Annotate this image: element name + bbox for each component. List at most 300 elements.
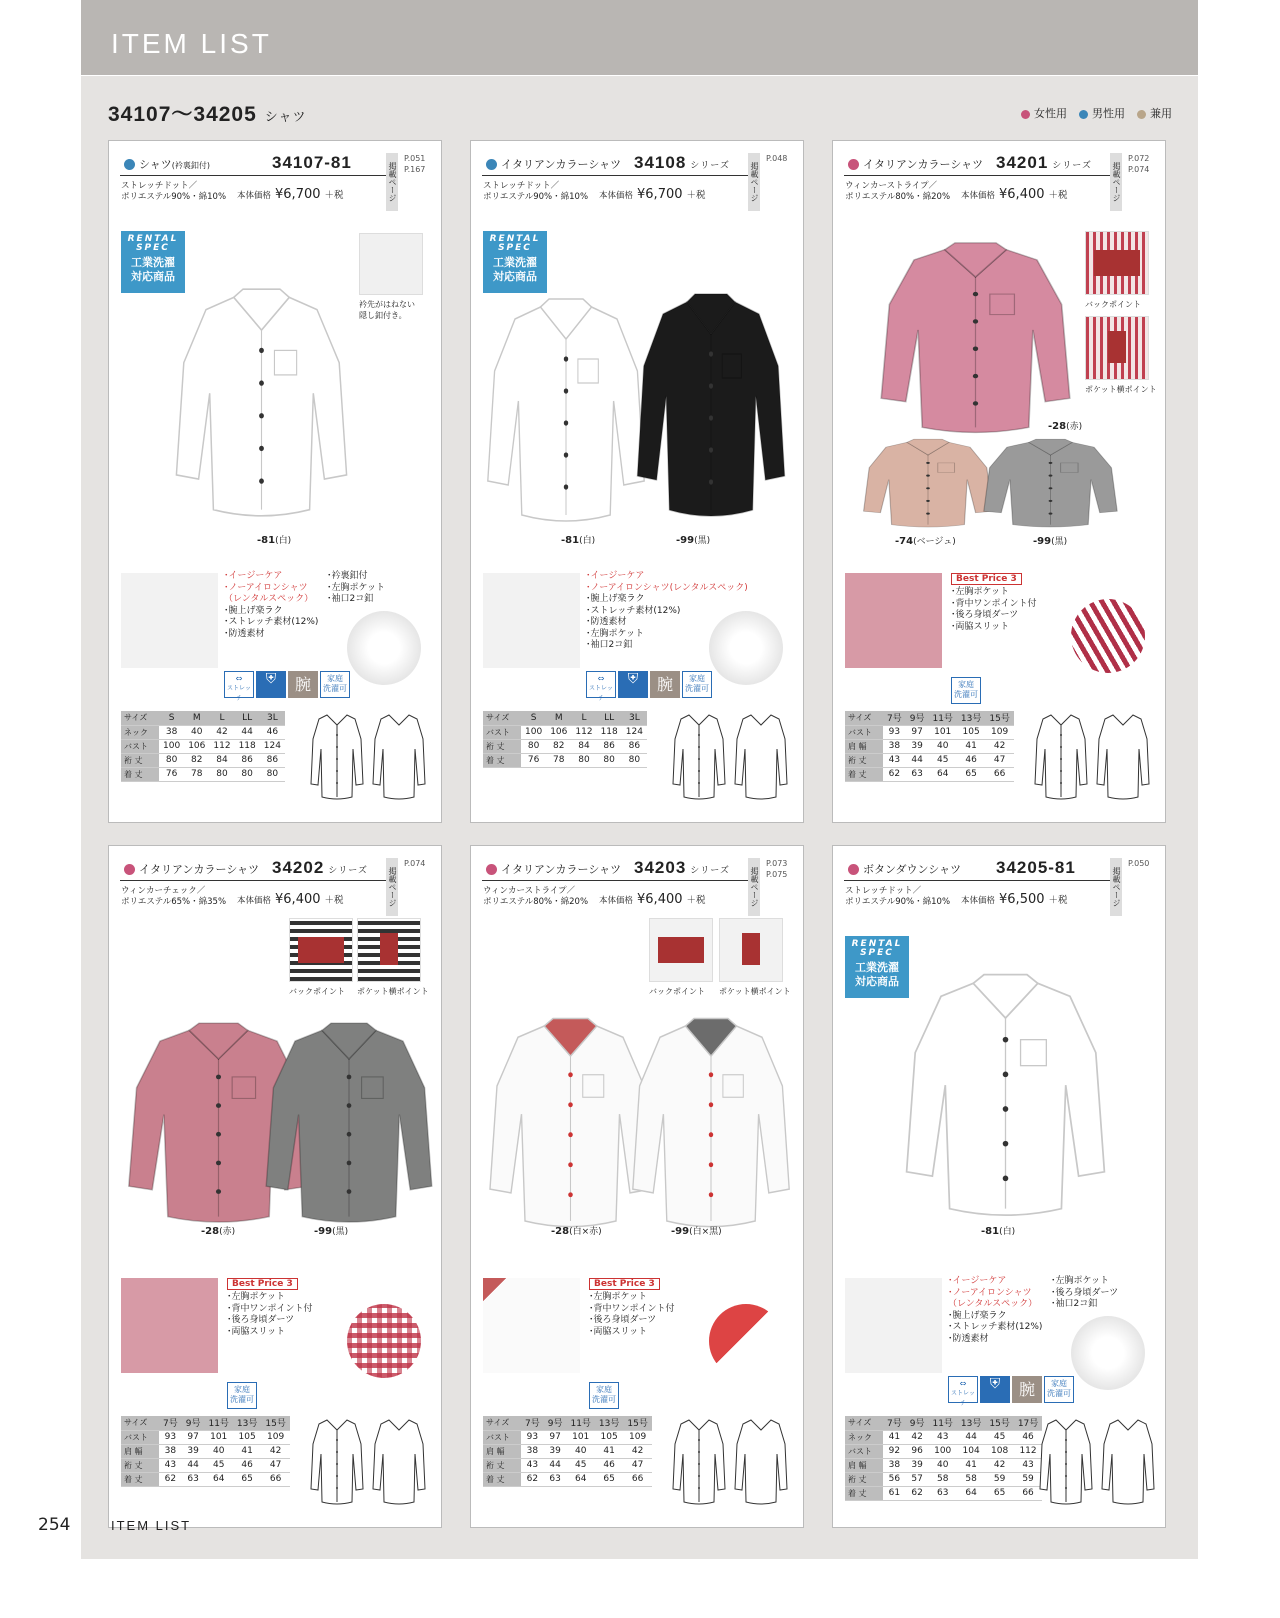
size-cell: 38: [883, 1458, 906, 1472]
size-row-label: 肩 幅: [845, 739, 883, 753]
product-code-value: 34203: [634, 858, 687, 877]
price-value: ¥6,700: [637, 187, 683, 202]
tax-label: ＋税: [1048, 895, 1068, 906]
size-cell: 109: [261, 1430, 289, 1444]
size-cell: 66: [1014, 1486, 1042, 1500]
color-code: -28: [201, 1226, 220, 1237]
feature-list-items: ･腕上げ楽ラク ･ストレッチ素材(12%) ･防透素材: [224, 605, 319, 639]
color-caption: [201, 1224, 235, 1237]
arm-ease-icon[interactable]: [650, 671, 680, 698]
fabric-info: ストレッチドット／ ポリエステル90%・綿10%: [121, 181, 227, 202]
size-row: [845, 1458, 1042, 1472]
size-cell: 124: [622, 725, 647, 739]
card-header: [844, 858, 1119, 881]
size-header-cell: 9号: [906, 1416, 929, 1430]
industrial-wash-label: 工業洗濯: [493, 256, 537, 269]
rental-label: RENTAL: [489, 234, 541, 244]
size-cell: 47: [623, 1458, 651, 1472]
size-row: [121, 767, 285, 781]
size-cell: 84: [571, 739, 596, 753]
size-cell: 47: [985, 753, 1013, 767]
size-row: [845, 767, 1014, 781]
size-cell: 64: [566, 1472, 594, 1486]
size-header-cell: サイズ: [845, 711, 883, 725]
section-category: シャツ: [264, 109, 307, 124]
size-cell: 80: [571, 753, 596, 767]
spec-label: SPEC: [860, 948, 894, 958]
home-wash-label-1: 家庭: [958, 680, 974, 689]
product-name-main: イタリアンカラーシャツ: [501, 158, 622, 171]
size-header-cell: 15号: [985, 711, 1013, 725]
series-label: シリーズ: [328, 865, 368, 875]
size-header-cell: 17号: [1014, 1416, 1042, 1430]
size-header-cell: 11号: [566, 1416, 594, 1430]
home-wash-icon[interactable]: [227, 1382, 257, 1409]
back-point-photo: [649, 918, 713, 982]
collar-closeup-photo: [121, 1278, 218, 1373]
stretch-icon[interactable]: [948, 1376, 978, 1407]
color-caption: [676, 533, 710, 546]
size-header-cell: サイズ: [483, 711, 521, 725]
size-cell: 65: [985, 1486, 1013, 1500]
pocket-point-caption: ポケット横ポイント: [1085, 385, 1157, 394]
best-price-badge: Best Price 3: [589, 1278, 660, 1290]
pocket-point-caption: ポケット横ポイント: [357, 987, 429, 996]
size-cell: 63: [906, 767, 929, 781]
size-row-label: 裄 丈: [121, 1458, 159, 1472]
label-tag-icon: [658, 937, 704, 963]
product-code: [996, 858, 1080, 878]
color-caption: [671, 1224, 722, 1237]
arm-ease-label: 腕: [294, 675, 311, 694]
collar-caption: 衿先がはねない 隠し釦付き。: [359, 300, 415, 320]
price: [237, 892, 344, 907]
technical-drawing: [309, 1414, 429, 1513]
price-prefix: 本体価格: [599, 191, 634, 201]
home-wash-icon[interactable]: [320, 671, 350, 698]
home-wash-icon[interactable]: [682, 671, 712, 698]
price: [961, 187, 1068, 202]
size-cell: 58: [928, 1472, 956, 1486]
size-cell: 43: [883, 753, 906, 767]
size-cell: 97: [906, 725, 929, 739]
gender-dot-icon: [486, 159, 497, 170]
size-cell: 59: [1014, 1472, 1042, 1486]
collar-closeup-photo: [483, 1278, 580, 1373]
size-row-label: 裄 丈: [845, 1472, 883, 1486]
product-name-main: イタリアンカラーシャツ: [863, 158, 984, 171]
size-row: [845, 725, 1014, 739]
home-wash-label-2: 洗濯可: [323, 684, 347, 693]
fabric-swatch: [1071, 599, 1145, 673]
fabric-swatch: [347, 611, 421, 685]
size-header-row: [845, 1416, 1042, 1430]
price-prefix: 本体価格: [961, 191, 996, 201]
size-row-label: バスト: [483, 725, 521, 739]
size-cell: 40: [928, 1458, 956, 1472]
color-code: -99: [1033, 536, 1052, 547]
product-code: [634, 153, 730, 173]
size-cell: 44: [957, 1430, 985, 1444]
size-header-cell: 11号: [204, 1416, 232, 1430]
size-row-label: 着 丈: [121, 767, 159, 781]
size-row-label: 着 丈: [121, 1472, 159, 1486]
back-point-caption: バックポイント: [649, 987, 705, 996]
best-price-badge: Best Price 3: [951, 573, 1022, 585]
size-cell: 66: [261, 1472, 289, 1486]
size-cell: 44: [235, 725, 260, 739]
product-card-34108: [470, 140, 804, 823]
header-bar: [81, 0, 1198, 75]
color-code: -99: [676, 535, 695, 546]
size-row: [483, 739, 647, 753]
size-row: [121, 725, 285, 739]
page-references: P.048: [766, 154, 788, 163]
size-cell: 80: [597, 753, 622, 767]
feature-list-items: ･左胸ポケット ･背中ワンポイント付 ･後ろ身頃ダーツ ･両脇スリット: [951, 587, 1037, 632]
size-cell: 109: [623, 1430, 651, 1444]
size-cell: 43: [928, 1430, 956, 1444]
size-cell: 82: [546, 739, 571, 753]
size-cell: 66: [623, 1472, 651, 1486]
home-wash-icon[interactable]: [589, 1382, 619, 1409]
page-number: 254: [38, 1515, 71, 1535]
size-cell: 84: [209, 753, 234, 767]
card-header: [120, 153, 395, 176]
feature-list: [224, 571, 318, 640]
spec-label: SPEC: [498, 243, 532, 253]
size-cell: 62: [159, 1472, 182, 1486]
size-cell: 45: [928, 753, 956, 767]
rental-spec-badge: [483, 231, 547, 293]
size-cell: 80: [209, 767, 234, 781]
size-cell: 44: [544, 1458, 567, 1472]
size-cell: 65: [595, 1472, 623, 1486]
header-title: ITEM LIST: [111, 28, 272, 59]
color-caption: [895, 534, 956, 547]
size-header-cell: 7号: [159, 1416, 182, 1430]
size-cell: 118: [597, 725, 622, 739]
feature-list: [589, 1292, 675, 1338]
product-code: [634, 858, 730, 878]
size-cell: 43: [1014, 1458, 1042, 1472]
fabric-info: ストレッチドット／ ポリエステル90%・綿10%: [845, 886, 951, 907]
size-cell: 46: [595, 1458, 623, 1472]
arm-ease-label: 腕: [1018, 1380, 1035, 1399]
size-table: [845, 711, 1014, 782]
size-row-label: 裄 丈: [483, 1458, 521, 1472]
color-label: (白×赤): [569, 1227, 602, 1237]
stretch-label: ストレッチ: [227, 685, 251, 702]
size-cell: 58: [957, 1472, 985, 1486]
size-row: [845, 1430, 1042, 1444]
section-range: 34107～34205: [108, 103, 257, 126]
size-header-cell: LL: [235, 711, 260, 725]
size-cell: 86: [235, 753, 260, 767]
size-row-label: 着 丈: [845, 1486, 883, 1500]
size-cell: 112: [209, 739, 234, 753]
size-cell: 86: [622, 739, 647, 753]
price-prefix: 本体価格: [599, 896, 634, 906]
feature-list-items: ･腕上げ楽ラク ･ストレッチ素材(12%) ･防透素材: [948, 1310, 1043, 1344]
product-name: [139, 861, 259, 877]
product-name: [863, 156, 983, 172]
size-table: [483, 1416, 652, 1487]
size-cell: 78: [546, 753, 571, 767]
vertical-label: 掲載ページ: [748, 153, 760, 211]
price-value: ¥6,500: [999, 892, 1045, 907]
color-caption: [1048, 419, 1082, 432]
size-cell: 80: [622, 753, 647, 767]
technical-drawing: [1033, 709, 1153, 808]
size-row-label: 肩 幅: [121, 1444, 159, 1458]
size-row: [845, 1486, 1042, 1500]
size-header-cell: 11号: [928, 711, 956, 725]
product-label: 対応商品: [855, 975, 899, 988]
size-cell: 109: [985, 725, 1013, 739]
label-tag-icon: [380, 933, 398, 965]
color-caption: [314, 1224, 348, 1237]
pocket-point-photo: [719, 918, 783, 982]
home-wash-icon[interactable]: [951, 677, 981, 704]
home-wash-label-1: 家庭: [327, 674, 343, 683]
size-cell: 38: [159, 725, 184, 739]
size-header-cell: サイズ: [483, 1416, 521, 1430]
size-cell: 93: [521, 1430, 544, 1444]
size-cell: 112: [571, 725, 596, 739]
size-header-cell: 13号: [957, 711, 985, 725]
product-code-value: 34201: [996, 153, 1049, 172]
size-cell: 63: [544, 1472, 567, 1486]
fabric-info: ウィンカーチェック／ ポリエステル65%・綿35%: [121, 886, 227, 907]
color-code: -81: [981, 1226, 1000, 1237]
fabric-swatch: [709, 1304, 783, 1378]
see-through-block-icon[interactable]: ⛨: [980, 1376, 1010, 1403]
size-cell: 101: [928, 725, 956, 739]
size-header-cell: LL: [597, 711, 622, 725]
size-table: [121, 1416, 290, 1487]
size-cell: 59: [985, 1472, 1013, 1486]
size-row-label: バスト: [121, 739, 159, 753]
size-cell: 47: [261, 1458, 289, 1472]
size-row: [483, 1444, 652, 1458]
pocket-point-caption: ポケット横ポイント: [719, 987, 791, 996]
see-through-block-icon[interactable]: ⛨: [256, 671, 286, 698]
product-name: [863, 861, 961, 877]
rental-label: RENTAL: [851, 939, 903, 949]
size-row: [121, 1472, 290, 1486]
size-cell: 124: [260, 739, 285, 753]
color-caption: [257, 533, 291, 546]
female-dot-icon: [1021, 110, 1030, 119]
size-header-cell: 15号: [623, 1416, 651, 1430]
size-cell: 45: [985, 1430, 1013, 1444]
size-header-cell: 9号: [906, 711, 929, 725]
size-cell: 62: [883, 767, 906, 781]
size-cell: 101: [204, 1430, 232, 1444]
size-cell: 46: [260, 725, 285, 739]
size-cell: 38: [883, 739, 906, 753]
collar-closeup-photo: [483, 573, 580, 668]
size-cell: 39: [182, 1444, 205, 1458]
size-cell: 42: [261, 1444, 289, 1458]
price-prefix: 本体価格: [961, 896, 996, 906]
fabric-swatch: [1071, 1316, 1145, 1390]
product-name: [501, 861, 621, 877]
home-wash-label-2: 洗濯可: [954, 690, 978, 699]
feature-list: [227, 1292, 313, 1338]
size-header-cell: 7号: [883, 1416, 906, 1430]
gender-dot-icon: [848, 159, 859, 170]
size-cell: 43: [521, 1458, 544, 1472]
price-value: ¥6,400: [275, 892, 321, 907]
product-name-main: シャツ: [139, 158, 172, 171]
legend-female: 女性用: [1021, 105, 1067, 121]
size-cell: 42: [985, 1458, 1013, 1472]
size-cell: 96: [906, 1444, 929, 1458]
home-wash-label-2: 洗濯可: [592, 1395, 616, 1404]
card-header: [120, 858, 395, 881]
stretch-icon[interactable]: [224, 671, 254, 702]
size-cell: 42: [906, 1430, 929, 1444]
legend-unisex: 兼用: [1137, 105, 1172, 121]
size-header-cell: 7号: [883, 711, 906, 725]
tax-label: ＋税: [1048, 190, 1068, 201]
see-through-block-icon[interactable]: ⛨: [618, 671, 648, 698]
home-wash-label-2: 洗濯可: [230, 1395, 254, 1404]
price: [961, 892, 1068, 907]
color-label: (ベージュ): [913, 537, 956, 547]
size-row: [121, 1458, 290, 1472]
product-name: [501, 156, 621, 172]
size-cell: 46: [1014, 1430, 1042, 1444]
price-prefix: 本体価格: [237, 896, 272, 906]
price-value: ¥6,400: [637, 892, 683, 907]
size-header-cell: S: [159, 711, 184, 725]
size-cell: 112: [1014, 1444, 1042, 1458]
size-header-cell: 9号: [182, 1416, 205, 1430]
arm-ease-icon[interactable]: [288, 671, 318, 698]
size-cell: 80: [235, 767, 260, 781]
size-cell: 40: [184, 725, 209, 739]
page-references: P.072 P.074: [1128, 154, 1150, 174]
pocket-point-photo: [357, 918, 421, 982]
spec-label: SPEC: [136, 243, 170, 253]
size-cell: 44: [182, 1458, 205, 1472]
home-wash-label-1: 家庭: [1051, 1379, 1067, 1388]
card-header: [482, 153, 757, 176]
size-row-label: 着 丈: [845, 767, 883, 781]
size-row: [483, 1458, 652, 1472]
size-cell: 105: [595, 1430, 623, 1444]
size-row-label: ネック: [845, 1430, 883, 1444]
product-card-34202: [108, 845, 442, 1528]
size-cell: 104: [957, 1444, 985, 1458]
home-wash-label-2: 洗濯可: [685, 684, 709, 693]
size-header-cell: 13号: [957, 1416, 985, 1430]
size-cell: 41: [957, 1458, 985, 1472]
feature-list-highlight: ･イージーケア ･ノーアイロンシャツ （レンタルスペック）: [948, 1276, 1038, 1309]
size-cell: 80: [260, 767, 285, 781]
size-row: [121, 1444, 290, 1458]
size-cell: 62: [521, 1472, 544, 1486]
feature-list: [948, 1276, 1042, 1345]
industrial-wash-label: 工業洗濯: [855, 961, 899, 974]
color-code: -81: [257, 535, 276, 546]
size-row: [121, 1430, 290, 1444]
size-cell: 41: [957, 739, 985, 753]
size-cell: 42: [985, 739, 1013, 753]
size-row-label: バスト: [483, 1430, 521, 1444]
stretch-icon[interactable]: [586, 671, 616, 702]
size-cell: 106: [184, 739, 209, 753]
size-cell: 108: [985, 1444, 1013, 1458]
size-header-row: [121, 1416, 290, 1430]
size-row-label: 肩 幅: [845, 1458, 883, 1472]
shirt-photo: [898, 966, 1113, 1230]
section-title: [108, 98, 307, 128]
tax-label: ＋税: [686, 895, 706, 906]
size-cell: 64: [204, 1472, 232, 1486]
size-table: [845, 1416, 1042, 1501]
home-wash-label-1: 家庭: [596, 1385, 612, 1394]
size-cell: 106: [546, 725, 571, 739]
gender-dot-icon: [124, 864, 135, 875]
feature-list-secondary: ･左胸ポケット ･後ろ身頃ダーツ ･袖口2コ釦: [1051, 1276, 1119, 1309]
arrows-icon: ⇔: [235, 674, 243, 683]
home-wash-label-1: 家庭: [689, 674, 705, 683]
color-label: (白): [999, 1227, 1016, 1237]
series-label: シリーズ: [690, 160, 730, 170]
size-header-cell: 3L: [622, 711, 647, 725]
size-table: [121, 711, 285, 782]
product-name-sub: (衿裏釦付): [171, 161, 211, 170]
feature-list-highlight: ･イージーケア ･ノーアイロンシャツ(レンタルスペック): [586, 571, 748, 593]
size-cell: 65: [957, 767, 985, 781]
size-cell: 46: [957, 753, 985, 767]
series-label: シリーズ: [1052, 160, 1092, 170]
home-wash-icon[interactable]: [1044, 1376, 1074, 1403]
size-cell: 66: [985, 767, 1013, 781]
color-label: (白): [275, 536, 292, 546]
size-row: [483, 725, 647, 739]
product-card-34201: [832, 140, 1166, 823]
arm-ease-icon[interactable]: [1012, 1376, 1042, 1403]
feature-list-secondary: ･衿裏釦付 ･左胸ポケット ･袖口2コ釦: [327, 571, 386, 604]
size-row: [121, 753, 285, 767]
shirt-photo: [978, 436, 1123, 535]
size-row: [483, 753, 647, 767]
size-cell: 41: [883, 1430, 906, 1444]
size-cell: 45: [204, 1458, 232, 1472]
size-cell: 39: [906, 739, 929, 753]
size-header-cell: L: [571, 711, 596, 725]
size-row-label: バスト: [845, 1444, 883, 1458]
page-references: P.073 P.075: [766, 859, 788, 879]
product-name-main: イタリアンカラーシャツ: [139, 863, 260, 876]
vertical-label: 掲載ページ: [386, 153, 398, 211]
size-cell: 97: [182, 1430, 205, 1444]
size-row: [845, 1444, 1042, 1458]
product-code-value: 34108: [634, 153, 687, 172]
size-cell: 42: [209, 725, 234, 739]
size-cell: 38: [159, 1444, 182, 1458]
size-header-cell: サイズ: [121, 711, 159, 725]
unisex-dot-icon: [1137, 110, 1146, 119]
size-header-cell: M: [184, 711, 209, 725]
product-name-main: イタリアンカラーシャツ: [501, 863, 622, 876]
color-label: (赤): [1066, 422, 1083, 432]
